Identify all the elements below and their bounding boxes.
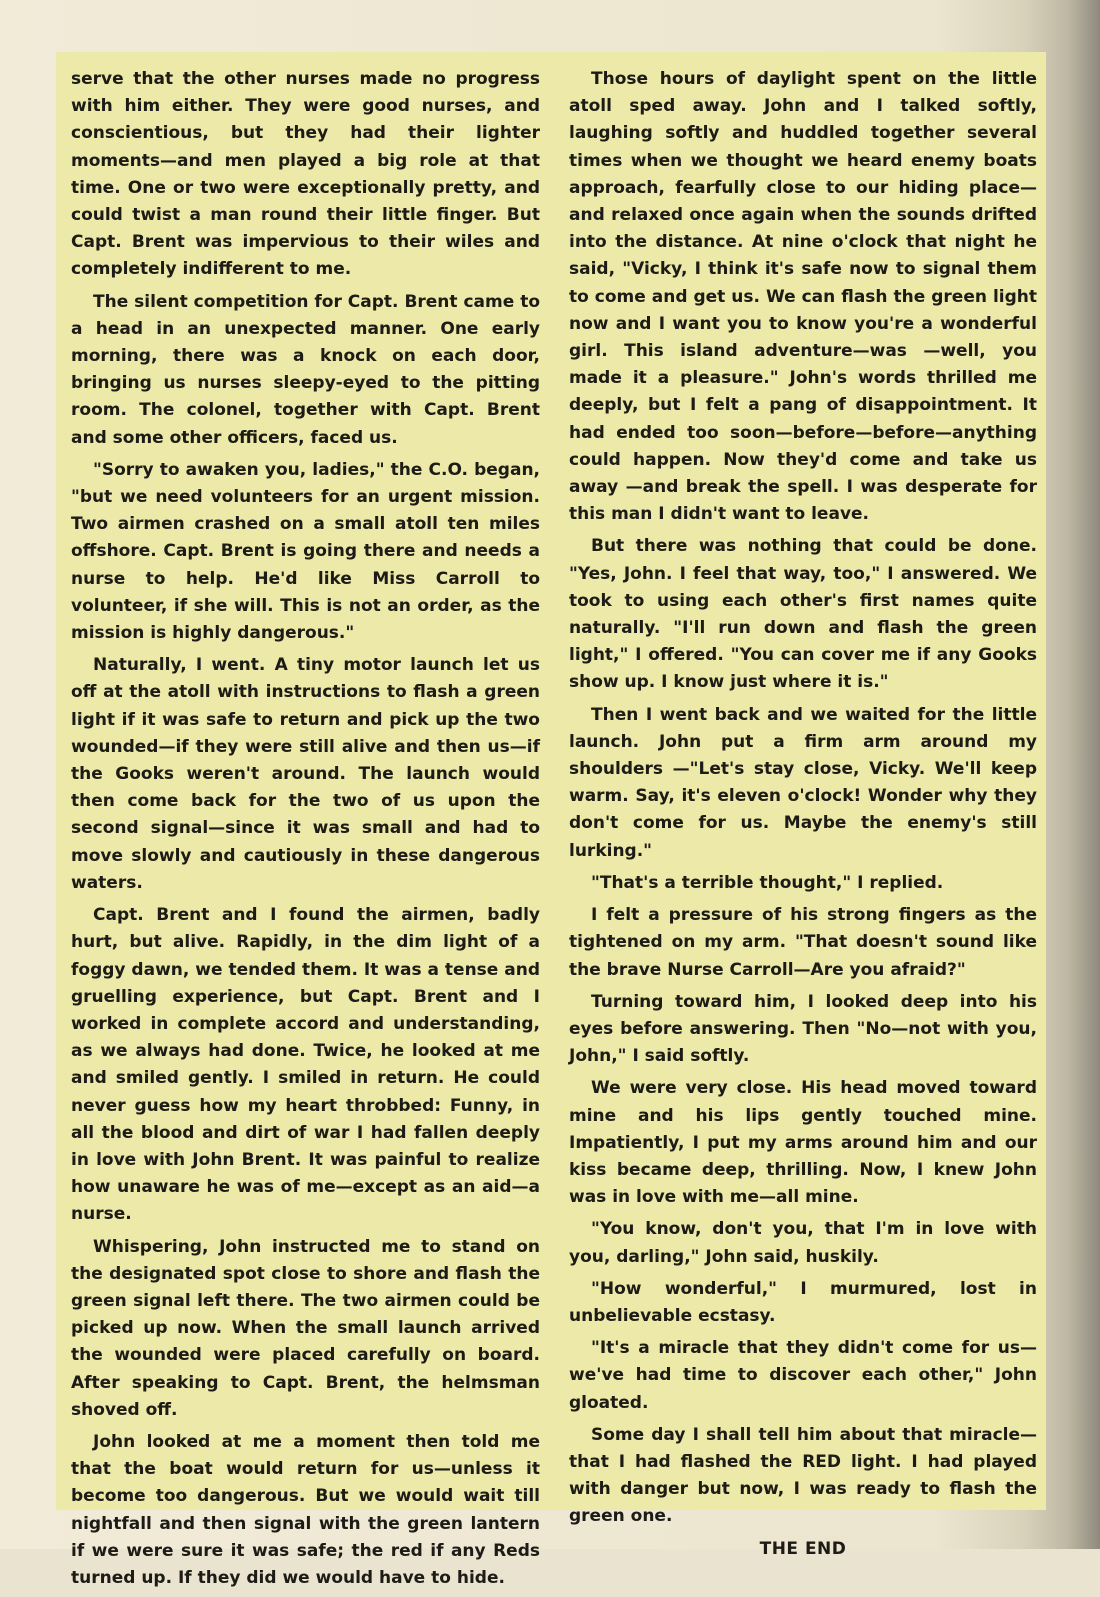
- paragraph: "Sorry to awaken you, ladies," the C.O. began, "but we need volunteers for an urgent mission. Two airmen crashed on a small atoll ten miles offshore. Capt. Brent is going there and needs a nurse to help. He'd like Miss Carroll to volunteer, if she will. This is not an order, as the mission is highly dangerous.": [71, 459, 540, 644]
- paragraph: But there was nothing that could be done. "Yes, John. I feel that way, too," I answered. We took to using each other's first names quite naturally. "I'll run down and flash the green light," I offered. "You can cover me if any Gooks show up. I know just where it is.": [569, 536, 1037, 693]
- left-column: [71, 66, 540, 1597]
- paragraph: Then I went back and we waited for the little launch. John put a firm arm around my shoulders —"Let's stay close, Vicky. We'll keep warm. Say, it's eleven o'clock! Wonder why they don't come for us. Maybe the enemy's still lurking.": [569, 704, 1037, 861]
- paragraph: "That's a terrible thought," I replied.: [591, 872, 944, 893]
- paragraph: Some day I shall tell him about that miracle—that I had flashed the RED light. I had played with danger but now, I was ready to flash the green one.: [569, 1424, 1037, 1527]
- the-end-marker: THE END: [759, 1538, 847, 1559]
- paragraph: John looked at me a moment then told me that the boat would return for us—unless it become too dangerous. But we would wait till nightfall and then signal with the green lantern if we were sure it was safe; the red if any Reds turned up. If they did we would have to hide.: [71, 1431, 540, 1588]
- paragraph: We were very close. His head moved toward mine and his lips gently touched mine. Impatiently, I put my arms around him and our kiss became deep, thrilling. Now, I knew John was in love with me—all mine.: [569, 1078, 1037, 1208]
- paragraph: Turning toward him, I looked deep into his eyes before answering. Then "No—not with you, John," I said softly.: [569, 991, 1037, 1067]
- paragraph: serve that the other nurses made no progress with him either. They were good nurses, and conscientious, but they had their lighter moments—and men played a big role at that time. One or two were exceptionally pretty, and could twist a man round their little finger. But Capt. Brent was impervious to their wiles and completely indifferent to me.: [71, 69, 540, 280]
- paragraph: "You know, don't you, that I'm in love with you, darling," John said, huskily.: [569, 1219, 1037, 1267]
- paragraph: Naturally, I went. A tiny motor launch let us off at the atoll with instructions to flash a green light if it was safe to return and pick up the two wounded—if they were still alive and then us—if the Gooks weren't around. The launch would then come back for the two of us upon the second signal—since it was small and had to move slowly and cautiously in these dangerous waters.: [71, 655, 540, 893]
- paragraph: I felt a pressure of his strong fingers as the tightened on my arm. "That doesn't sound like the brave Nurse Carroll—Are you afraid?": [569, 905, 1037, 980]
- right-column: [569, 66, 1037, 1563]
- paragraph: Whispering, John instructed me to stand on the designated spot close to shore and flash the green signal left there. The two airmen could be picked up now. When the small launch arrived the wounded were placed carefully on board. After speaking to Capt. Brent, the helmsman shoved off.: [71, 1236, 540, 1420]
- paragraph: Capt. Brent and I found the airmen, badly hurt, but alive. Rapidly, in the dim light of a foggy dawn, we tended them. It was a tense and gruelling experience, but Capt. Brent and I worked in complete accord and understanding, as we always had done. Twice, he looked at me and smiled gently. I smiled in return. He could never guess how my heart throbbed: Funny, in all the blood and dirt of war I had fallen deeply in love with John Brent. It was painful to realize how unaware he was of me—except as an aid—a nurse.: [71, 905, 540, 1225]
- paragraph: The silent competition for Capt. Brent came to a head in an unexpected manner. One early morning, there was a knock on each door, bringing us nurses sleepy-eyed to the pitting room. The colonel, together with Capt. Brent and some other officers, faced us.: [71, 291, 540, 448]
- paragraph: Those hours of daylight spent on the little atoll sped away. John and I talked softly, laughing softly and huddled together several times when we thought we heard enemy boats approach, fearfully close to our hiding place—and relaxed once again when the sounds drifted into the distance. At nine o'clock that night he said, "Vicky, I think it's safe now to signal them to come and get us. We can flash the green light now and I want you to know you're a wonderful girl. This island adventure—was —well, you made it a pleasure." John's words thrilled me deeply, but I felt a pang of disappointment. It had ended too soon—before—before—anything could happen. Now they'd come and take us away —and break the spell. I was desperate for this man I didn't want to leave.: [569, 69, 1037, 525]
- paragraph: "How wonderful," I murmured, lost in unbelievable ecstasy.: [569, 1278, 1037, 1326]
- paragraph: "It's a miracle that they didn't come for us—we've had time to discover each other," John gloated.: [569, 1338, 1037, 1413]
